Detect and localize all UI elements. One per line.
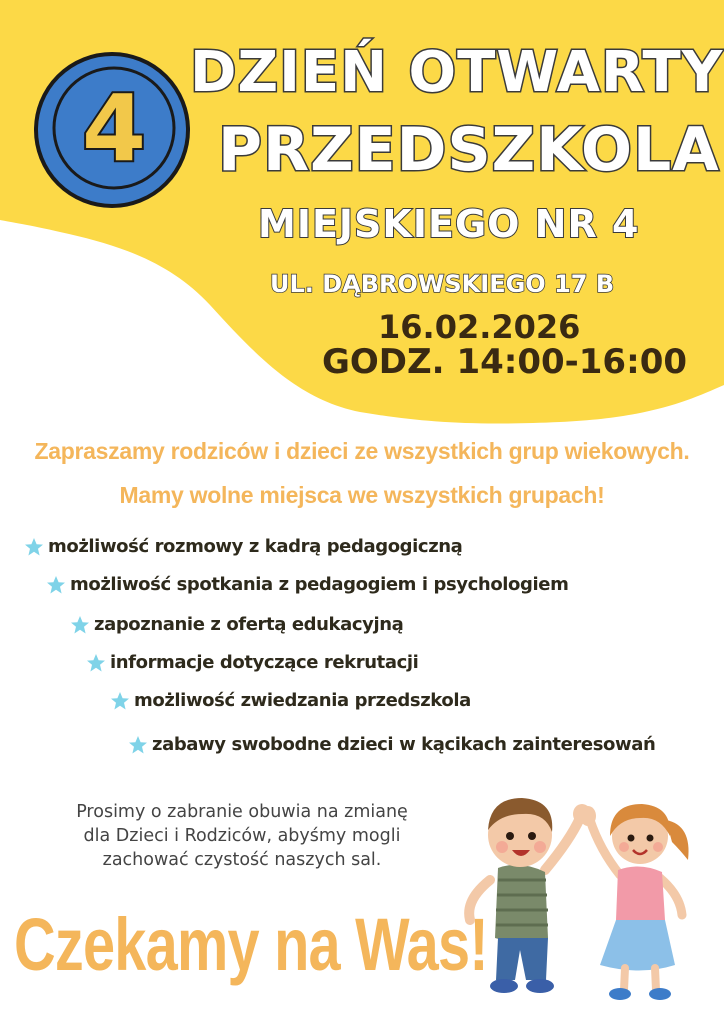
list-item-text: możliwość spotkania z pedagogiem i psychologiem: [70, 574, 569, 595]
list-item: [70, 614, 403, 635]
closing-call-to-action: Czekamy na Was!: [14, 903, 488, 986]
list-item: [86, 652, 418, 673]
badge-number: 4: [81, 75, 147, 182]
star-icon: [86, 653, 106, 673]
star-icon: [128, 735, 148, 755]
event-time: GODZ. 14:00-16:00: [322, 342, 688, 382]
girl-figure: [580, 804, 689, 1000]
list-item-text: możliwość rozmowy z kadrą pedagogiczną: [48, 536, 463, 557]
number-badge: [30, 48, 195, 213]
list-item-text: zabawy swobodne dzieci w kącikach zainteresowań: [152, 734, 656, 755]
list-item: [24, 536, 462, 557]
title-line-2: PRZEDSZKOLA: [218, 115, 720, 185]
star-icon: [70, 615, 90, 635]
star-icon: [24, 537, 44, 557]
note-line-2: dla Dzieci i Rodziców, abyśmy mogli: [83, 826, 401, 846]
list-item: [110, 690, 471, 711]
list-item-text: informacje dotyczące rekrutacji: [110, 652, 419, 673]
title-line-1: DZIEŃ OTWARTY: [190, 40, 724, 105]
list-item: [128, 734, 655, 755]
invite-line-2: Mamy wolne miejsca we wszystkich grupach!: [119, 482, 605, 508]
list-item-text: zapoznanie z ofertą edukacyjną: [94, 614, 404, 635]
star-icon: [46, 575, 66, 595]
star-icon: [110, 691, 130, 711]
list-item-text: możliwość zwiedzania przedszkola: [134, 690, 471, 711]
note-line-3: zachować czystość naszych sal.: [102, 850, 382, 870]
title-line-3: MIEJSKIEGO NR 4: [258, 202, 640, 246]
boy-figure: [469, 798, 591, 993]
list-item: [46, 574, 568, 595]
kids-high-five-illustration: [460, 780, 710, 1010]
shoes-note: [32, 800, 452, 872]
invite-line-1: Zapraszamy rodziców i dzieci ze wszystkich grup wiekowych.: [34, 438, 690, 464]
event-date: 16.02.2026: [378, 308, 581, 346]
note-line-1: Prosimy o zabranie obuwia na zmianę: [76, 802, 408, 822]
address: UL. DĄBROWSKIEGO 17 B: [270, 270, 615, 298]
